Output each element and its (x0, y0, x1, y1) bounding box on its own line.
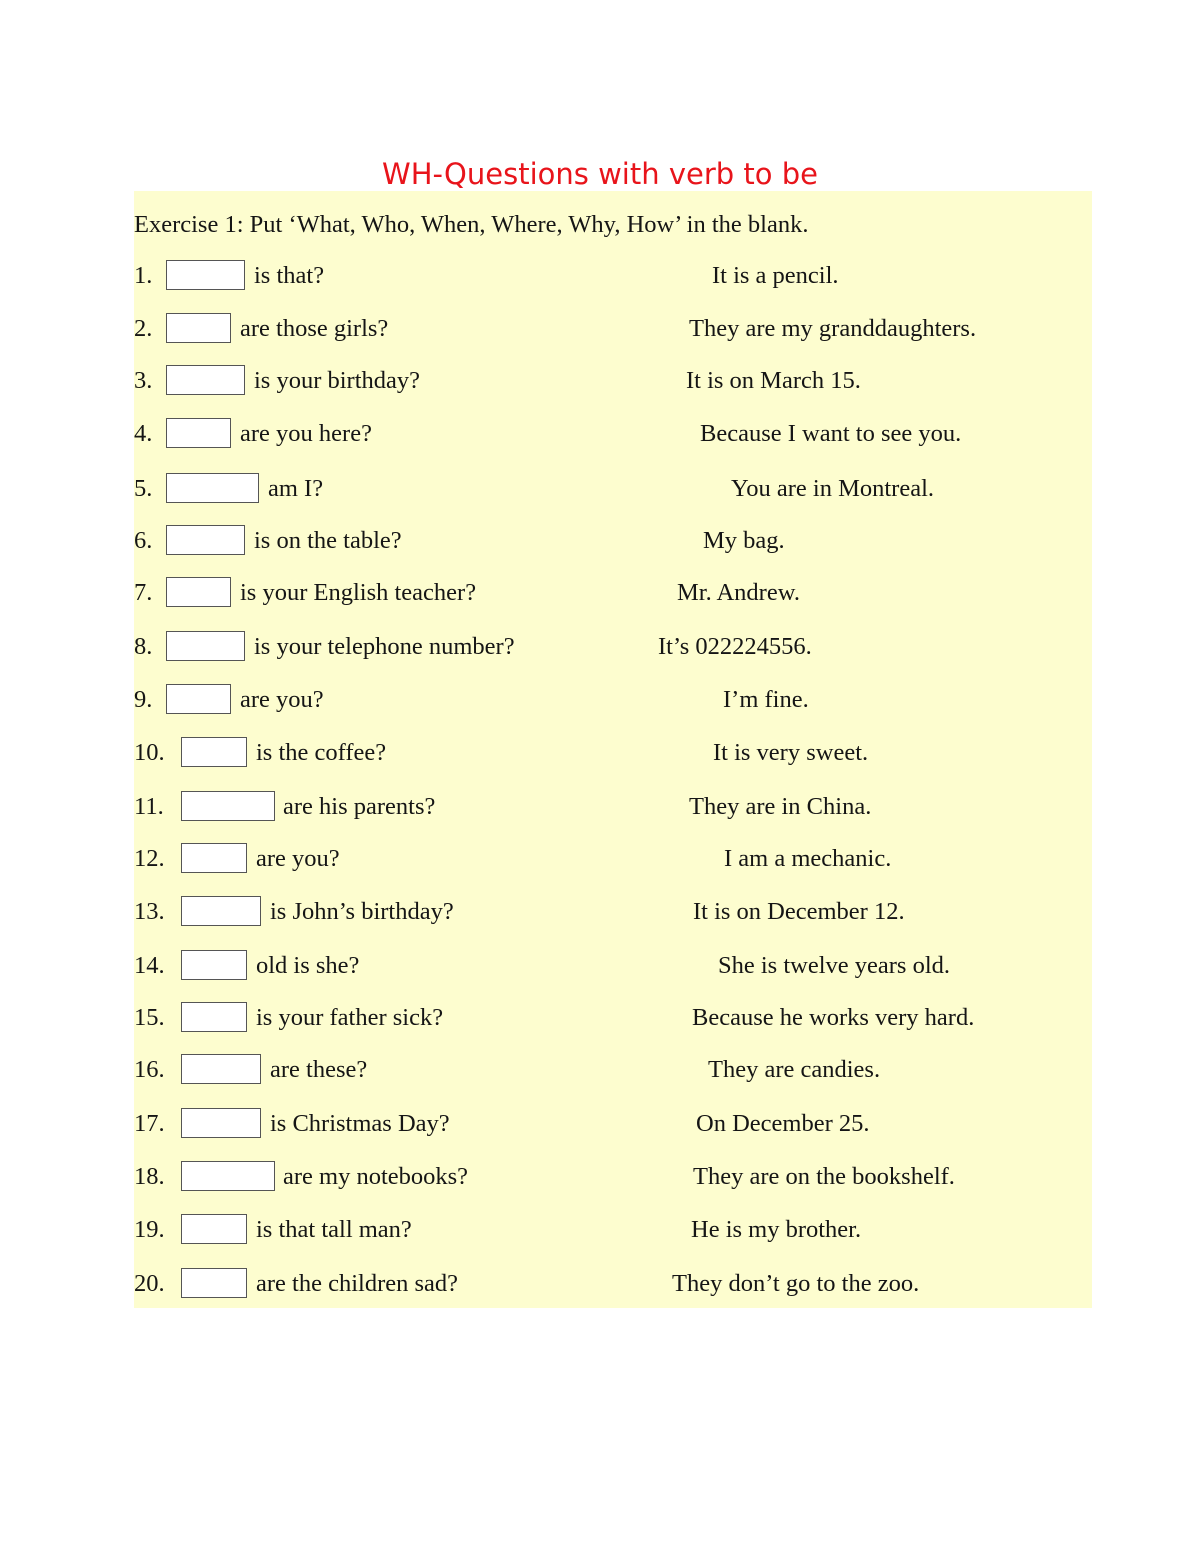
item-question: are you? (240, 686, 324, 713)
item-answer: They are in China. (689, 793, 872, 820)
answer-blank[interactable] (181, 737, 247, 767)
item-answer: It is a pencil. (712, 262, 839, 289)
answer-blank[interactable] (166, 260, 245, 290)
answer-blank[interactable] (166, 631, 245, 661)
item-question: are you here? (240, 420, 372, 447)
item-number: 18. (134, 1163, 165, 1190)
item-answer: He is my brother. (691, 1216, 862, 1243)
item-answer: They don’t go to the zoo. (672, 1270, 920, 1297)
item-number: 9. (134, 686, 153, 713)
item-number: 13. (134, 898, 165, 925)
answer-blank[interactable] (166, 684, 231, 714)
exercise-item (0, 1107, 1200, 1141)
item-answer: They are my granddaughters. (689, 315, 977, 342)
item-number: 8. (134, 633, 153, 660)
item-number: 14. (134, 952, 165, 979)
exercise-instruction: Exercise 1: Put ‘What, Who, When, Where, Why, How’ in the blank. (134, 211, 809, 238)
item-question: are the children sad? (256, 1270, 459, 1297)
exercise-item (0, 312, 1200, 346)
item-question: are you? (256, 845, 340, 872)
exercise-item (0, 1160, 1200, 1194)
item-number: 10. (134, 739, 165, 766)
item-question: are his parents? (283, 793, 436, 820)
exercise-item (0, 1213, 1200, 1247)
answer-blank[interactable] (181, 950, 247, 980)
exercise-item (0, 1053, 1200, 1087)
item-answer: On December 25. (696, 1110, 870, 1137)
item-question: is your birthday? (254, 367, 421, 394)
item-number: 12. (134, 845, 165, 872)
exercise-item (0, 949, 1200, 983)
answer-blank[interactable] (166, 473, 259, 503)
answer-blank[interactable] (166, 365, 245, 395)
exercise-item (0, 736, 1200, 770)
item-answer: My bag. (703, 527, 785, 554)
item-question: am I? (268, 475, 324, 502)
item-number: 17. (134, 1110, 165, 1137)
exercise-item (0, 364, 1200, 398)
item-number: 1. (134, 262, 153, 289)
item-answer: Because he works very hard. (692, 1004, 975, 1031)
exercise-item (0, 576, 1200, 610)
item-answer: I’m fine. (723, 686, 809, 713)
answer-blank[interactable] (181, 843, 247, 873)
item-number: 20. (134, 1270, 165, 1297)
answer-blank[interactable] (181, 1002, 247, 1032)
item-number: 3. (134, 367, 153, 394)
item-answer: I am a mechanic. (724, 845, 892, 872)
exercise-item (0, 472, 1200, 506)
item-number: 7. (134, 579, 153, 606)
exercise-item (0, 895, 1200, 929)
item-answer: They are on the bookshelf. (693, 1163, 955, 1190)
item-answer: You are in Montreal. (731, 475, 935, 502)
answer-blank[interactable] (181, 1108, 261, 1138)
item-question: is that? (254, 262, 325, 289)
exercise-item (0, 417, 1200, 451)
exercise-item (0, 842, 1200, 876)
item-number: 11. (134, 793, 164, 820)
answer-blank[interactable] (166, 577, 231, 607)
item-question: is on the table? (254, 527, 402, 554)
answer-blank[interactable] (181, 1268, 247, 1298)
item-number: 19. (134, 1216, 165, 1243)
item-question: is your English teacher? (240, 579, 477, 606)
item-answer: It is on March 15. (686, 367, 861, 394)
item-number: 15. (134, 1004, 165, 1031)
exercise-item (0, 259, 1200, 293)
item-number: 2. (134, 315, 153, 342)
item-answer: It’s 022224556. (658, 633, 812, 660)
answer-blank[interactable] (181, 1054, 261, 1084)
item-answer: They are candies. (708, 1056, 881, 1083)
page-title: WH-Questions with verb to be (382, 157, 818, 191)
item-question: is your telephone number? (254, 633, 515, 660)
item-answer: She is twelve years old. (718, 952, 951, 979)
item-question: is the coffee? (256, 739, 387, 766)
item-question: is John’s birthday? (270, 898, 454, 925)
item-question: are my notebooks? (283, 1163, 469, 1190)
item-number: 16. (134, 1056, 165, 1083)
item-number: 5. (134, 475, 153, 502)
exercise-item (0, 630, 1200, 664)
exercise-item (0, 524, 1200, 558)
item-question: old is she? (256, 952, 360, 979)
answer-blank[interactable] (181, 896, 261, 926)
item-question: are these? (270, 1056, 368, 1083)
answer-blank[interactable] (166, 313, 231, 343)
item-number: 4. (134, 420, 153, 447)
item-answer: Because I want to see you. (700, 420, 962, 447)
answer-blank[interactable] (166, 525, 245, 555)
exercise-item (0, 1267, 1200, 1301)
answer-blank[interactable] (181, 1161, 275, 1191)
item-number: 6. (134, 527, 153, 554)
exercise-item (0, 790, 1200, 824)
item-answer: It is on December 12. (693, 898, 905, 925)
exercise-item (0, 1001, 1200, 1035)
item-question: is Christmas Day? (270, 1110, 450, 1137)
item-answer: It is very sweet. (713, 739, 869, 766)
exercise-item (0, 683, 1200, 717)
answer-blank[interactable] (181, 1214, 247, 1244)
item-answer: Mr. Andrew. (677, 579, 800, 606)
item-question: is that tall man? (256, 1216, 412, 1243)
item-question: is your father sick? (256, 1004, 444, 1031)
item-question: are those girls? (240, 315, 389, 342)
answer-blank[interactable] (181, 791, 275, 821)
answer-blank[interactable] (166, 418, 231, 448)
